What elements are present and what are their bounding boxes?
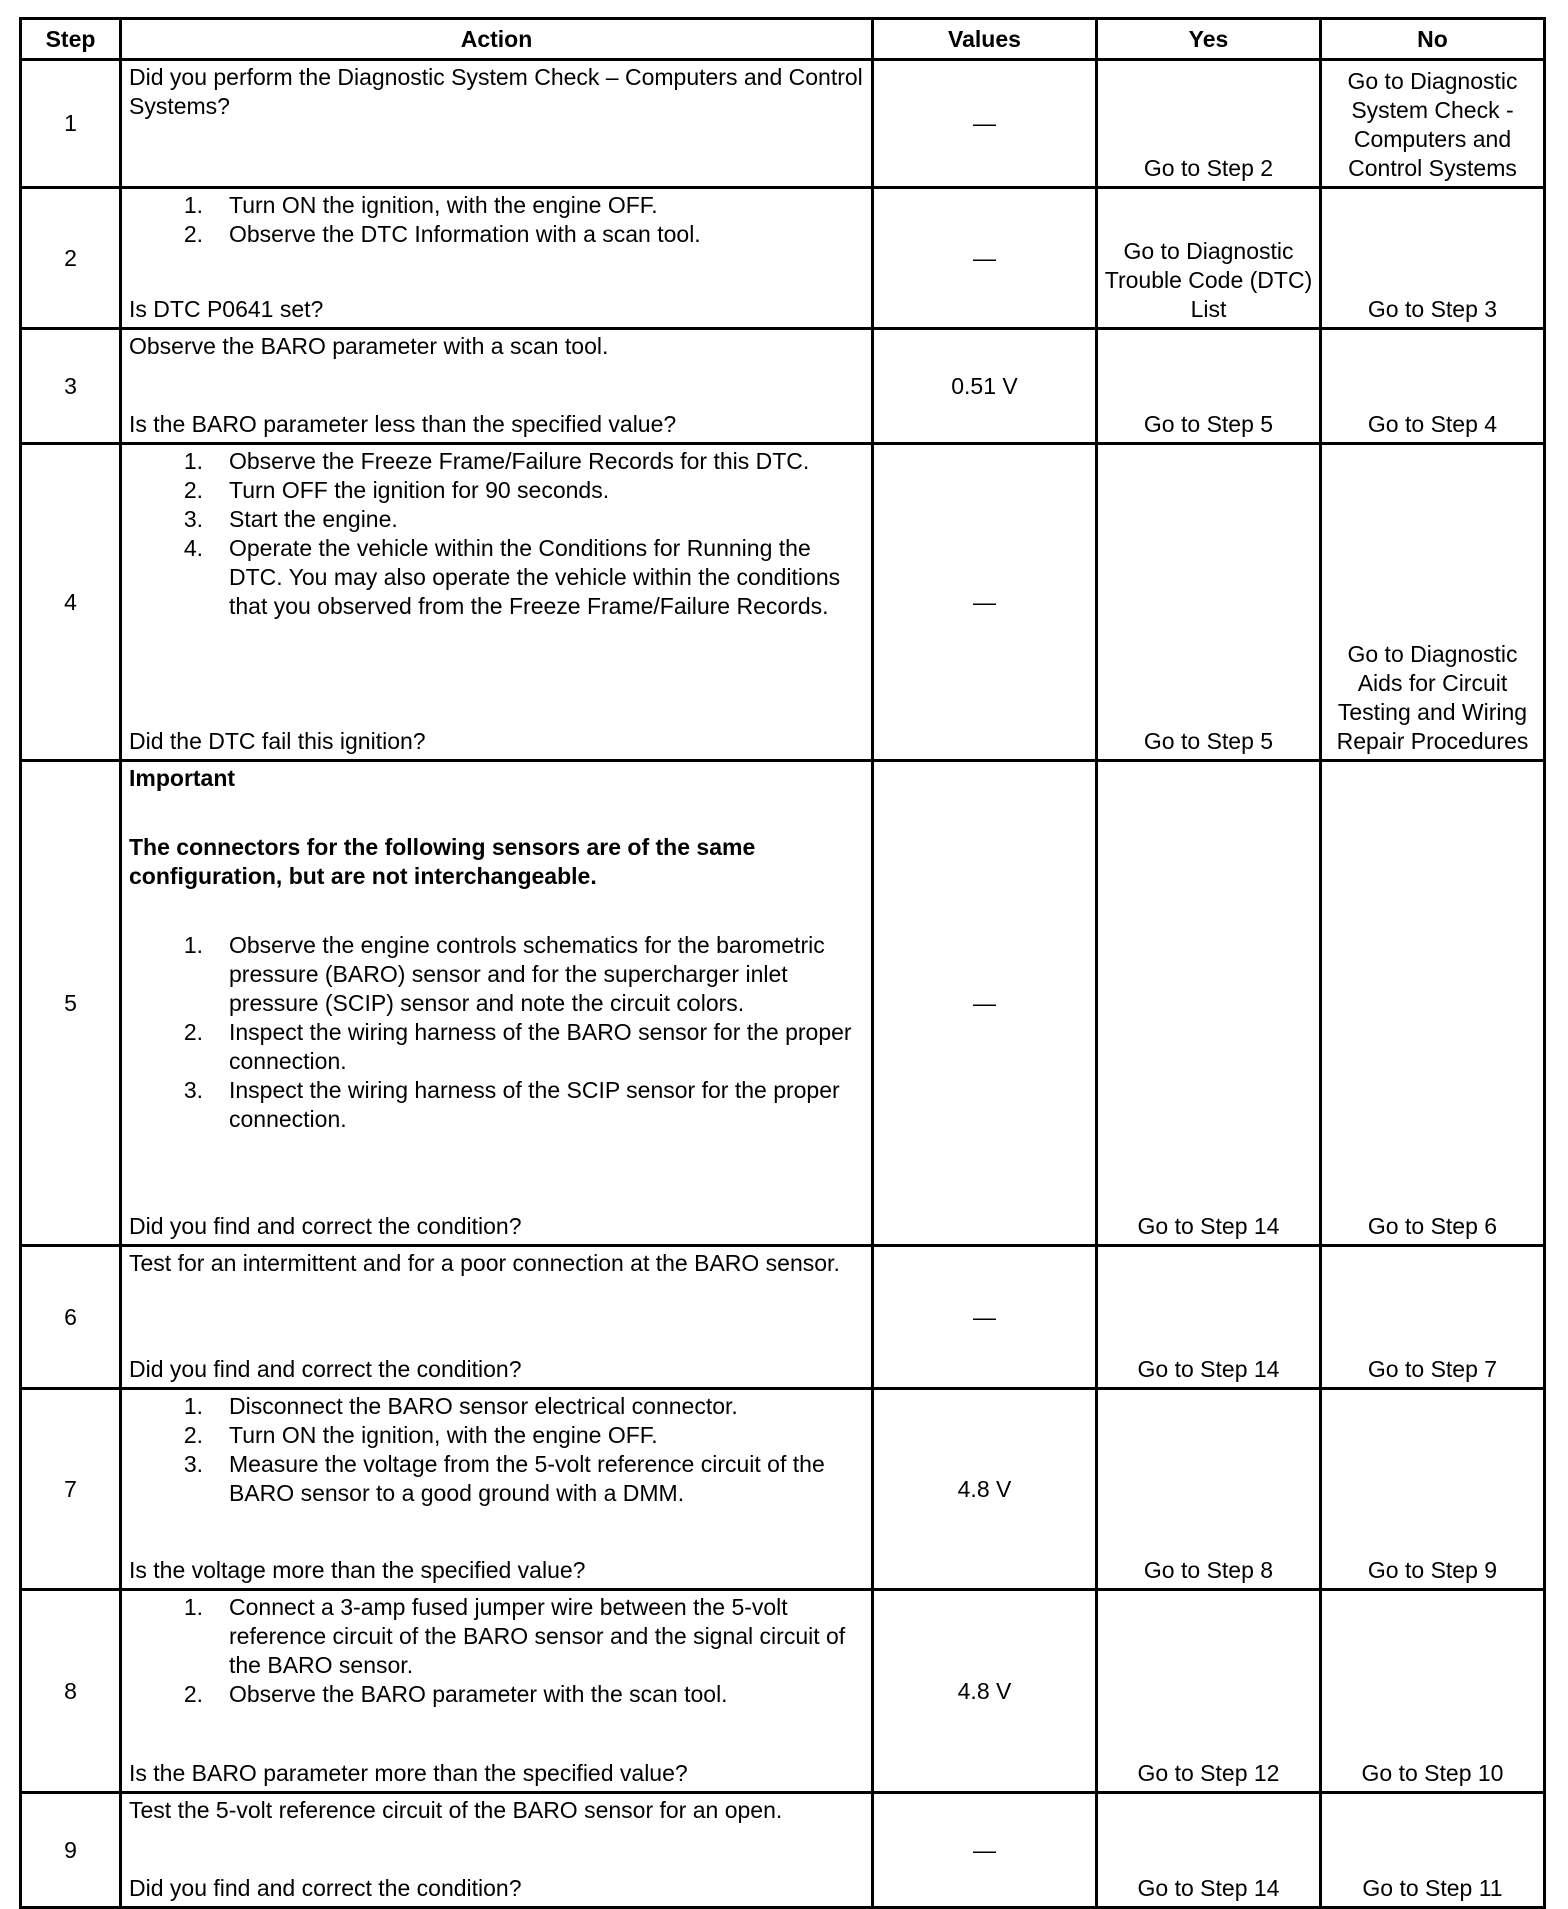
procedure-list: [129, 191, 865, 249]
step-number: 9: [21, 1793, 121, 1908]
procedure-list: [129, 1593, 865, 1709]
header-step: Step: [21, 19, 121, 60]
procedure-number: 2.: [183, 1422, 203, 1448]
header-no: No: [1321, 19, 1545, 60]
procedure-text: Observe the DTC Information with a scan tool.: [229, 221, 701, 247]
step-number: 6: [21, 1246, 121, 1389]
procedure-text: Operate the vehicle within the Conditions for Running the DTC. You may also operate the vehicle within the conditions that you observed from the Freeze Frame/Failure Records.: [229, 535, 841, 619]
spacer: [129, 891, 865, 931]
procedure-item: [129, 191, 865, 220]
action-content: [122, 1591, 871, 1791]
procedure-text: Measure the voltage from the 5-volt reference circuit of the BARO sensor to a good ground with a DMM.: [229, 1451, 825, 1506]
procedure-text: Observe the Freeze Frame/Failure Records for this DTC.: [229, 448, 810, 474]
action-text: Did you perform the Diagnostic System Check – Computers and Control Systems?: [129, 64, 863, 119]
no-result: Go to Step 3: [1321, 188, 1545, 329]
action-content: [122, 445, 871, 759]
action-question: Did the DTC fail this ignition?: [129, 728, 426, 754]
no-result: Go to Step 6: [1321, 761, 1545, 1246]
action-cell: [121, 188, 873, 329]
table-row: [21, 444, 1545, 761]
action-question: Is the voltage more than the specified value?: [129, 1557, 586, 1583]
procedure-item: [129, 1680, 865, 1709]
no-result: Go to Step 7: [1321, 1246, 1545, 1389]
action-cell: [121, 761, 873, 1246]
action-cell: [121, 1793, 873, 1908]
action-content: [122, 762, 871, 1244]
action-text: Test the 5-volt reference circuit of the BARO sensor for an open.: [129, 1797, 783, 1823]
step-number: 7: [21, 1389, 121, 1590]
step-number: 5: [21, 761, 121, 1246]
action-cell: [121, 444, 873, 761]
step-number: 2: [21, 188, 121, 329]
table-row: [21, 761, 1545, 1246]
procedure-number: 2.: [183, 477, 203, 503]
procedure-item: [129, 1392, 865, 1421]
action-question: Is the BARO parameter more than the specified value?: [129, 1760, 688, 1786]
important-notice: The connectors for the following sensors are of the same configuration, but are not interchangeable.: [129, 834, 756, 889]
procedure-text: Inspect the wiring harness of the SCIP sensor for the proper connection.: [229, 1077, 840, 1132]
procedure-number: 3.: [183, 506, 203, 532]
yes-result: Go to Step 14: [1097, 1793, 1321, 1908]
yes-result: Go to Diagnostic Trouble Code (DTC) List: [1097, 188, 1321, 329]
yes-result: Go to Step 5: [1097, 444, 1321, 761]
procedure-text: Observe the engine controls schematics for the barometric pressure (BARO) sensor and for the supercharger inlet pressure (SCIP) sensor and note the circuit colors.: [229, 932, 825, 1016]
procedure-number: 1.: [183, 448, 203, 474]
spacer: [129, 793, 865, 833]
procedure-number: 1.: [183, 932, 203, 958]
specified-value: —: [873, 60, 1097, 188]
procedure-item: [129, 1450, 865, 1508]
procedure-text: Inspect the wiring harness of the BARO sensor for the proper connection.: [229, 1019, 852, 1074]
step-number: 1: [21, 60, 121, 188]
procedure-number: 2.: [183, 1019, 203, 1045]
procedure-number: 1.: [183, 192, 203, 218]
step-number: 4: [21, 444, 121, 761]
action-instructions: [129, 1392, 865, 1508]
action-instructions: [129, 332, 865, 361]
table-row: [21, 329, 1545, 444]
procedure-list: [129, 931, 865, 1134]
action-content: [122, 1390, 871, 1588]
no-result: Go to Step 9: [1321, 1389, 1545, 1590]
action-cell: [121, 329, 873, 444]
procedure-text: Turn OFF the ignition for 90 seconds.: [229, 477, 610, 503]
step-number: 3: [21, 329, 121, 444]
header-row: [21, 19, 1545, 60]
yes-result: Go to Step 2: [1097, 60, 1321, 188]
action-instructions: [129, 447, 865, 621]
no-result: Go to Step 4: [1321, 329, 1545, 444]
header-action: Action: [121, 19, 873, 60]
specified-value: —: [873, 761, 1097, 1246]
table-row: [21, 60, 1545, 188]
table-row: [21, 1590, 1545, 1793]
procedure-list: [129, 447, 865, 621]
important-label: Important: [129, 765, 236, 791]
header-yes: Yes: [1097, 19, 1321, 60]
action-cell: [121, 1590, 873, 1793]
procedure-text: Observe the BARO parameter with the scan tool.: [229, 1681, 728, 1707]
procedure-text: Disconnect the BARO sensor electrical connector.: [229, 1393, 738, 1419]
action-cell: [121, 60, 873, 188]
procedure-number: 3.: [183, 1077, 203, 1103]
procedure-item: [129, 505, 865, 534]
action-text: Test for an intermittent and for a poor connection at the BARO sensor.: [129, 1250, 840, 1276]
action-question: Did you find and correct the condition?: [129, 1213, 522, 1239]
action-text: Observe the BARO parameter with a scan tool.: [129, 333, 609, 359]
action-instructions: [129, 1593, 865, 1709]
action-instructions: [129, 764, 865, 1134]
action-question: Is the BARO parameter less than the specified value?: [129, 411, 677, 437]
specified-value: —: [873, 444, 1097, 761]
procedure-item: [129, 534, 865, 621]
procedure-number: 4.: [183, 535, 203, 561]
action-instructions: [129, 191, 865, 249]
action-content: [122, 189, 871, 327]
table-row: [21, 1389, 1545, 1590]
action-content: [122, 61, 871, 186]
action-question: Did you find and correct the condition?: [129, 1356, 522, 1382]
yes-result: Go to Step 14: [1097, 761, 1321, 1246]
procedure-number: 2.: [183, 1681, 203, 1707]
action-content: [122, 330, 871, 442]
yes-result: Go to Step 14: [1097, 1246, 1321, 1389]
action-cell: [121, 1389, 873, 1590]
yes-result: Go to Step 8: [1097, 1389, 1321, 1590]
procedure-item: [129, 1018, 865, 1076]
procedure-item: [129, 447, 865, 476]
no-result: Go to Step 10: [1321, 1590, 1545, 1793]
action-content: [122, 1247, 871, 1387]
no-result: Go to Diagnostic Aids for Circuit Testing and Wiring Repair Procedures: [1321, 444, 1545, 761]
table-row: [21, 1793, 1545, 1908]
specified-value: —: [873, 188, 1097, 329]
diagnostic-table: [19, 17, 1546, 1909]
table-row: [21, 1246, 1545, 1389]
procedure-text: Turn ON the ignition, with the engine OFF.: [229, 1422, 658, 1448]
specified-value: 4.8 V: [873, 1389, 1097, 1590]
step-number: 8: [21, 1590, 121, 1793]
specified-value: 4.8 V: [873, 1590, 1097, 1793]
procedure-number: 1.: [183, 1594, 203, 1620]
procedure-list: [129, 1392, 865, 1508]
specified-value: —: [873, 1793, 1097, 1908]
specified-value: —: [873, 1246, 1097, 1389]
action-cell: [121, 1246, 873, 1389]
procedure-text: Turn ON the ignition, with the engine OFF.: [229, 192, 658, 218]
procedure-item: [129, 931, 865, 1018]
no-result: Go to Diagnostic System Check - Computers and Control Systems: [1321, 60, 1545, 188]
action-instructions: [129, 1249, 865, 1278]
procedure-item: [129, 1076, 865, 1134]
procedure-item: [129, 220, 865, 249]
procedure-item: [129, 476, 865, 505]
action-question: Did you find and correct the condition?: [129, 1875, 522, 1901]
procedure-text: Connect a 3-amp fused jumper wire between the 5-volt reference circuit of the BARO sensor and the signal circuit of the BARO sensor.: [229, 1594, 846, 1678]
procedure-number: 1.: [183, 1393, 203, 1419]
no-result: Go to Step 11: [1321, 1793, 1545, 1908]
procedure-text: Start the engine.: [229, 506, 398, 532]
procedure-item: [129, 1593, 865, 1680]
action-question: Is DTC P0641 set?: [129, 296, 324, 322]
header-values: Values: [873, 19, 1097, 60]
yes-result: Go to Step 5: [1097, 329, 1321, 444]
procedure-item: [129, 1421, 865, 1450]
yes-result: Go to Step 12: [1097, 1590, 1321, 1793]
action-instructions: [129, 1796, 865, 1825]
action-content: [122, 1794, 871, 1906]
procedure-number: 3.: [183, 1451, 203, 1477]
table-row: [21, 188, 1545, 329]
procedure-number: 2.: [183, 221, 203, 247]
action-instructions: [129, 63, 865, 121]
specified-value: 0.51 V: [873, 329, 1097, 444]
